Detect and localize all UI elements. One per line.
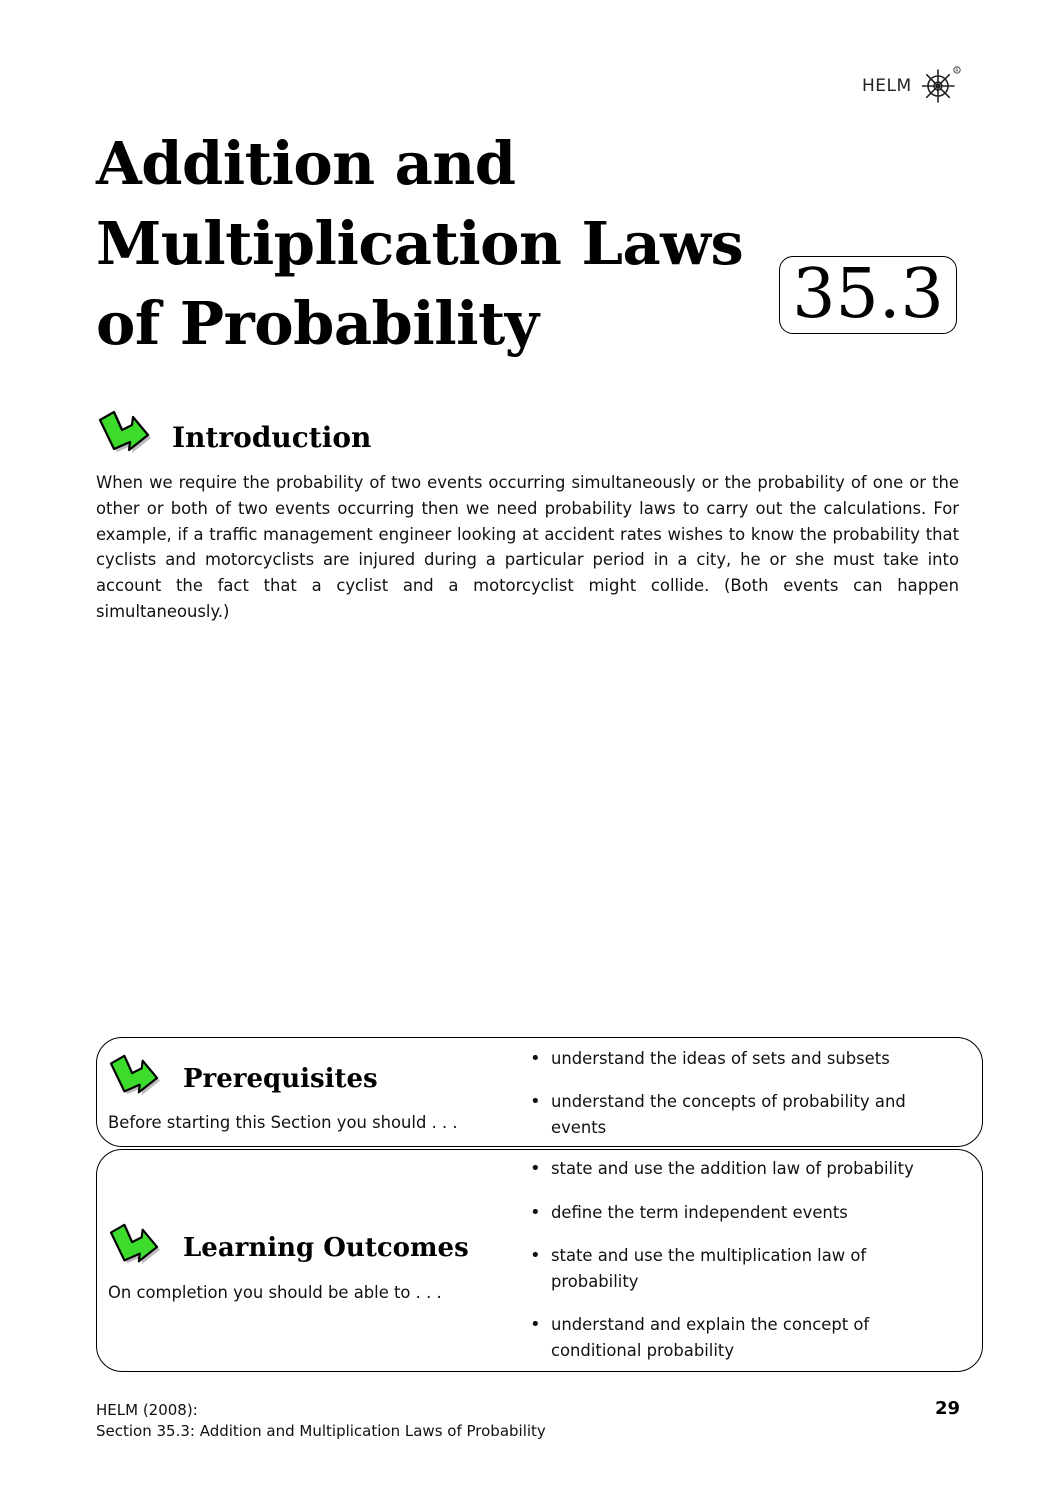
footer-line-2: Section 35.3: Addition and Multiplication Laws of Probability xyxy=(96,1422,546,1440)
prerequisites-box xyxy=(96,1037,983,1147)
list-item: • state and use the multiplication law of probability xyxy=(527,1243,947,1295)
green-arrow-icon xyxy=(107,1052,161,1100)
page-title xyxy=(96,124,743,364)
helm-logo xyxy=(862,64,962,104)
svg-text:R: R xyxy=(955,69,959,74)
learning-outcomes-heading: Learning Outcomes xyxy=(183,1233,469,1263)
title-line-1: Addition and xyxy=(96,129,516,198)
list-item: • understand and explain the concept of conditional probability xyxy=(527,1312,947,1364)
green-arrow-icon xyxy=(107,1221,161,1269)
learning-outcomes-lead: On completion you should be able to . . . xyxy=(108,1283,442,1302)
footer-citation xyxy=(96,1400,546,1442)
list-item: • understand the ideas of sets and subsets xyxy=(527,1046,947,1072)
title-line-3: of Probability xyxy=(96,289,539,358)
green-arrow-icon xyxy=(96,408,152,458)
footer-line-1: HELM (2008): xyxy=(96,1401,198,1419)
page-number: 29 xyxy=(934,1398,960,1419)
list-item: • define the term independent events xyxy=(527,1200,947,1226)
prerequisites-heading: Prerequisites xyxy=(183,1064,378,1094)
ship-wheel-icon xyxy=(922,64,962,104)
section-number-badge: 35.3 xyxy=(779,256,957,334)
introduction-heading: Introduction xyxy=(172,421,372,454)
introduction-text: When we require the probability of two events occurring simultaneously or the probability of one or the other or both of two events occurring then we need probability laws to carry out the calculations. For example, if a traffic management engineer looking at accident rates wishes to know the probability that cyclists and motorcyclists are injured during a particular period in a city, he or she must take into account the fact that a cyclist and a motorcyclist might collide. (Both events can happen simultaneously.) xyxy=(96,473,959,621)
list-item: • understand the concepts of probability and events xyxy=(527,1089,947,1141)
logo-text: HELM xyxy=(862,76,912,96)
list-item: • state and use the addition law of probability xyxy=(527,1156,947,1182)
prerequisites-lead: Before starting this Section you should . . . xyxy=(108,1113,458,1132)
learning-outcomes-list xyxy=(527,1156,947,1364)
title-line-2: Multiplication Laws xyxy=(96,209,744,278)
learning-outcomes-box xyxy=(96,1149,983,1372)
prerequisites-list xyxy=(527,1046,947,1141)
